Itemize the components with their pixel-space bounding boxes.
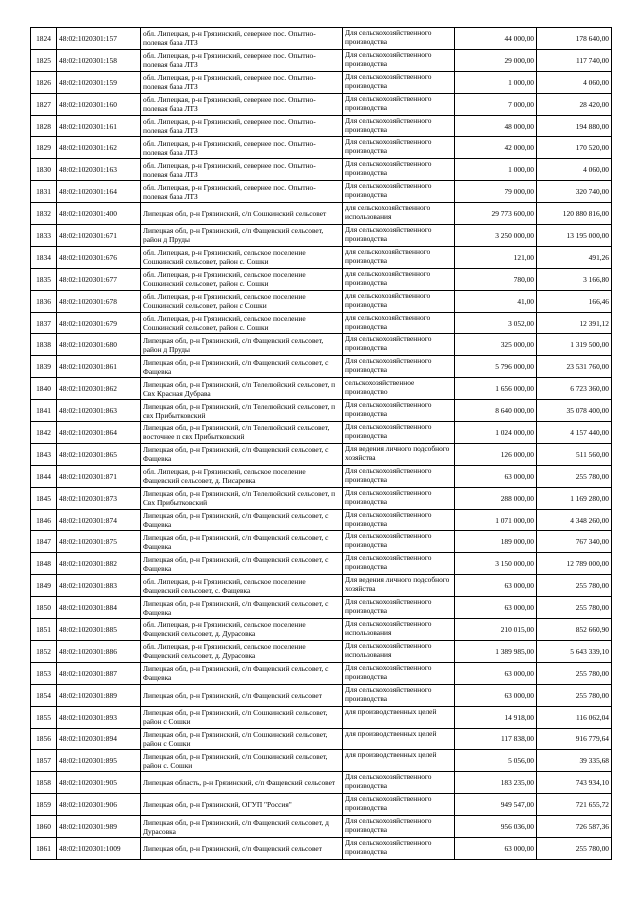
row-number-cell: 1846	[31, 509, 57, 531]
cadastral-value-cell: 12 391,12	[537, 312, 612, 334]
cadastral-number-cell: 48:02:1020301:159	[57, 71, 141, 93]
area-cell: 63 000,00	[455, 575, 537, 597]
cadastral-value-cell: 4 348 260,00	[537, 509, 612, 531]
cadastral-value-cell: 852 660,90	[537, 619, 612, 641]
land-use-cell: для сельскохозяйственного использования	[343, 203, 455, 225]
land-use-cell: Для сельскохозяйственного производства	[343, 28, 455, 50]
area-cell: 3 250 000,00	[455, 225, 537, 247]
table-row	[31, 71, 612, 93]
row-number-cell: 1851	[31, 619, 57, 641]
land-use-cell: Для сельскохозяйственного производства	[343, 356, 455, 378]
row-number-cell: 1825	[31, 49, 57, 71]
table-row	[31, 772, 612, 794]
table-row	[31, 378, 612, 400]
cadastral-number-cell: 48:02:1020301:163	[57, 159, 141, 181]
address-cell: Липецкая обл, р-н Грязинский, с/п Фащевский сельсовет	[141, 684, 343, 706]
area-cell: 956 036,00	[455, 816, 537, 838]
area-cell: 63 000,00	[455, 837, 537, 859]
table-row	[31, 662, 612, 684]
cadastral-value-cell: 255 780,00	[537, 465, 612, 487]
land-use-cell: Для сельскохозяйственного производства	[343, 49, 455, 71]
table-row	[31, 334, 612, 356]
cadastral-number-cell: 48:02:1020301:158	[57, 49, 141, 71]
row-number-cell: 1833	[31, 225, 57, 247]
cadastral-value-cell: 4 060,00	[537, 159, 612, 181]
land-use-cell: Для сельскохозяйственного производства	[343, 816, 455, 838]
table-row	[31, 400, 612, 422]
address-cell: обл. Липецкая, р-н Грязинский, сельское поселение Фащевский сельсовет, д. Дурасовка	[141, 619, 343, 641]
address-cell: Липецкая обл, р-н Грязинский, с/п Фащевский сельсовет, д Дурасовка	[141, 816, 343, 838]
table-row	[31, 684, 612, 706]
address-cell: Липецкая обл, р-н Грязинский, с/п Фащевский сельсовет, район д Пруды	[141, 334, 343, 356]
area-cell: 44 000,00	[455, 28, 537, 50]
address-cell: Липецкая обл, р-н Грязинский, с/п Телелюйский сельсовет, восточнее п свх Прибытковский	[141, 422, 343, 444]
row-number-cell: 1861	[31, 837, 57, 859]
table-row	[31, 706, 612, 728]
cadastral-value-cell: 491,26	[537, 246, 612, 268]
cadastral-value-cell: 166,46	[537, 290, 612, 312]
cadastral-value-cell: 3 166,80	[537, 268, 612, 290]
cadastral-number-cell: 48:02:1020301:873	[57, 487, 141, 509]
row-number-cell: 1832	[31, 203, 57, 225]
row-number-cell: 1831	[31, 181, 57, 203]
table-row	[31, 531, 612, 553]
land-use-cell: сельскохозяйственное производство	[343, 378, 455, 400]
table-row	[31, 159, 612, 181]
row-number-cell: 1842	[31, 422, 57, 444]
row-number-cell: 1854	[31, 684, 57, 706]
address-cell: Липецкая обл, р-н Грязинский, с/п Сошкинский сельсовет	[141, 203, 343, 225]
cadastral-number-cell: 48:02:1020301:884	[57, 597, 141, 619]
land-use-cell: Для сельскохозяйственного производства	[343, 837, 455, 859]
cadastral-value-cell: 23 531 760,00	[537, 356, 612, 378]
area-cell: 121,00	[455, 246, 537, 268]
cadastral-number-cell: 48:02:1020301:874	[57, 509, 141, 531]
table-row	[31, 115, 612, 137]
address-cell: Липецкая обл, р-н Грязинский, с/п Фащевский сельсовет, с Фащевка	[141, 443, 343, 465]
area-cell: 3 150 000,00	[455, 553, 537, 575]
row-number-cell: 1845	[31, 487, 57, 509]
address-cell: обл. Липецкая, р-н Грязинский, сельское поселение Сошкинский сельсовет, район с. Сошки	[141, 268, 343, 290]
table-row	[31, 619, 612, 641]
cadastral-number-cell: 48:02:1020301:161	[57, 115, 141, 137]
land-registry-sheet	[30, 27, 611, 860]
land-use-cell: Для сельскохозяйственного производства	[343, 553, 455, 575]
cadastral-number-cell: 48:02:1020301:894	[57, 728, 141, 750]
land-use-cell: Для сельскохозяйственного производства	[343, 487, 455, 509]
land-parcels-table	[30, 27, 612, 860]
land-use-cell: Для ведения личного подсобного хозяйства	[343, 443, 455, 465]
land-use-cell: Для сельскохозяйственного производства	[343, 93, 455, 115]
row-number-cell: 1828	[31, 115, 57, 137]
table-row	[31, 203, 612, 225]
cadastral-value-cell: 255 780,00	[537, 575, 612, 597]
cadastral-number-cell: 48:02:1020301:680	[57, 334, 141, 356]
address-cell: обл. Липецкая, р-н Грязинский, сельское поселение Фащевский сельсовет, с. Фащевка	[141, 575, 343, 597]
area-cell: 8 640 000,00	[455, 400, 537, 422]
area-cell: 1 000,00	[455, 71, 537, 93]
area-cell: 1 024 000,00	[455, 422, 537, 444]
address-cell: обл. Липецкая, р-н Грязинский, севернее пос. Опытно- полевая база ЛТЗ	[141, 181, 343, 203]
area-cell: 5 796 000,00	[455, 356, 537, 378]
area-cell: 29 000,00	[455, 49, 537, 71]
table-row	[31, 553, 612, 575]
table-row	[31, 290, 612, 312]
cadastral-number-cell: 48:02:1020301:889	[57, 684, 141, 706]
address-cell: Липецкая обл, р-н Грязинский, с/п Фащевский сельсовет, с Фащевка	[141, 356, 343, 378]
row-number-cell: 1840	[31, 378, 57, 400]
address-cell: Липецкая обл, р-н Грязинский, с/п Фащевский сельсовет, с Фащевка	[141, 597, 343, 619]
land-use-cell: для производственных целей	[343, 728, 455, 750]
land-use-cell: для сельскохозяйственного производства	[343, 246, 455, 268]
land-use-cell: Для сельскохозяйственного производства	[343, 334, 455, 356]
table-body	[31, 28, 612, 860]
land-use-cell: Для сельскохозяйственного производства	[343, 115, 455, 137]
table-row	[31, 465, 612, 487]
land-use-cell: Для сельскохозяйственного производства	[343, 509, 455, 531]
cadastral-number-cell: 48:02:1020301:883	[57, 575, 141, 597]
land-use-cell: для сельскохозяйственного производства	[343, 268, 455, 290]
row-number-cell: 1827	[31, 93, 57, 115]
address-cell: обл. Липецкая, р-н Грязинский, севернее пос. Опытно- полевая база ЛТЗ	[141, 28, 343, 50]
cadastral-number-cell: 48:02:1020301:676	[57, 246, 141, 268]
cadastral-value-cell: 320 740,00	[537, 181, 612, 203]
area-cell: 780,00	[455, 268, 537, 290]
area-cell: 79 000,00	[455, 181, 537, 203]
row-number-cell: 1850	[31, 597, 57, 619]
table-row	[31, 794, 612, 816]
cadastral-number-cell: 48:02:1020301:164	[57, 181, 141, 203]
cadastral-value-cell: 726 587,36	[537, 816, 612, 838]
area-cell: 5 056,00	[455, 750, 537, 772]
cadastral-number-cell: 48:02:1020301:157	[57, 28, 141, 50]
table-row	[31, 181, 612, 203]
cadastral-number-cell: 48:02:1020301:1009	[57, 837, 141, 859]
land-use-cell: Для сельскохозяйственного производства	[343, 159, 455, 181]
row-number-cell: 1848	[31, 553, 57, 575]
table-row	[31, 312, 612, 334]
area-cell: 325 000,00	[455, 334, 537, 356]
address-cell: обл. Липецкая, р-н Грязинский, севернее пос. Опытно-полевая база ЛТЗ	[141, 71, 343, 93]
address-cell: Липецкая обл, р-н Грязинский, с/п Сошкинский сельсовет, район с Сошки	[141, 728, 343, 750]
cadastral-value-cell: 1 319 500,00	[537, 334, 612, 356]
cadastral-number-cell: 48:02:1020301:893	[57, 706, 141, 728]
land-use-cell: Для сельскохозяйственного производства	[343, 181, 455, 203]
land-use-cell: Для сельскохозяйственного использования	[343, 619, 455, 641]
land-use-cell: для производственных целей	[343, 706, 455, 728]
cadastral-value-cell: 255 780,00	[537, 597, 612, 619]
land-use-cell: для сельскохозяйственного производства	[343, 312, 455, 334]
land-use-cell: Для сельскохозяйственного производства	[343, 531, 455, 553]
cadastral-value-cell: 5 643 339,10	[537, 640, 612, 662]
cadastral-value-cell: 117 740,00	[537, 49, 612, 71]
row-number-cell: 1836	[31, 290, 57, 312]
cadastral-number-cell: 48:02:1020301:886	[57, 640, 141, 662]
row-number-cell: 1855	[31, 706, 57, 728]
land-use-cell: Для сельскохозяйственного производства	[343, 772, 455, 794]
cadastral-value-cell: 116 062,04	[537, 706, 612, 728]
address-cell: обл. Липецкая, р-н Грязинский, сельское поселение Сошкинский сельсовет, район с Сошки	[141, 290, 343, 312]
land-use-cell: Для сельскохозяйственного производства	[343, 662, 455, 684]
area-cell: 63 000,00	[455, 597, 537, 619]
cadastral-number-cell: 48:02:1020301:887	[57, 662, 141, 684]
cadastral-value-cell: 35 078 400,00	[537, 400, 612, 422]
table-row	[31, 49, 612, 71]
cadastral-value-cell: 120 880 816,00	[537, 203, 612, 225]
table-row	[31, 246, 612, 268]
address-cell: обл. Липецкая, р-н Грязинский, севернее пос. Опытно-полевая база ЛТЗ	[141, 115, 343, 137]
area-cell: 48 000,00	[455, 115, 537, 137]
area-cell: 210 015,00	[455, 619, 537, 641]
address-cell: Липецкая обл, р-н Грязинский, ОГУП "Россия"	[141, 794, 343, 816]
cadastral-value-cell: 39 335,68	[537, 750, 612, 772]
table-row	[31, 28, 612, 50]
row-number-cell: 1824	[31, 28, 57, 50]
row-number-cell: 1844	[31, 465, 57, 487]
cadastral-value-cell: 255 780,00	[537, 684, 612, 706]
table-row	[31, 137, 612, 159]
row-number-cell: 1841	[31, 400, 57, 422]
table-row	[31, 816, 612, 838]
cadastral-value-cell: 4 060,00	[537, 71, 612, 93]
address-cell: обл. Липецкая, р-н Грязинский, севернее пос. Опытно-полевая база ЛТЗ	[141, 159, 343, 181]
table-row	[31, 225, 612, 247]
cadastral-value-cell: 255 780,00	[537, 662, 612, 684]
address-cell: Липецкая обл, р-н Грязинский, с/п Фащевский сельсовет, с Фащевка	[141, 553, 343, 575]
area-cell: 63 000,00	[455, 662, 537, 684]
area-cell: 7 000,00	[455, 93, 537, 115]
cadastral-number-cell: 48:02:1020301:895	[57, 750, 141, 772]
address-cell: Липецкая обл, р-н Грязинский, с/п Сошкинский сельсовет, район с Сошки	[141, 706, 343, 728]
area-cell: 29 773 600,00	[455, 203, 537, 225]
cadastral-number-cell: 48:02:1020301:677	[57, 268, 141, 290]
row-number-cell: 1857	[31, 750, 57, 772]
area-cell: 14 918,00	[455, 706, 537, 728]
area-cell: 1 000,00	[455, 159, 537, 181]
land-use-cell: Для сельскохозяйственного использования	[343, 640, 455, 662]
address-cell: Липецкая обл, р-н Грязинский, с/п Фащевский сельсовет	[141, 837, 343, 859]
cadastral-value-cell: 170 520,00	[537, 137, 612, 159]
cadastral-number-cell: 48:02:1020301:989	[57, 816, 141, 838]
row-number-cell: 1829	[31, 137, 57, 159]
address-cell: обл. Липецкая, р-н Грязинский, сельское поселение Сошкинский сельсовет, район с. Сошки	[141, 312, 343, 334]
area-cell: 288 000,00	[455, 487, 537, 509]
row-number-cell: 1860	[31, 816, 57, 838]
table-row	[31, 268, 612, 290]
address-cell: обл. Липецкая, р-н Грязинский, сельское поселение Фащевский сельсовет, д. Дурасовка	[141, 640, 343, 662]
address-cell: обл. Липецкая, р-н Грязинский, севернее пос. Опытно-полевая база ЛТЗ	[141, 137, 343, 159]
cadastral-number-cell: 48:02:1020301:400	[57, 203, 141, 225]
land-use-cell: Для сельскохозяйственного производства	[343, 225, 455, 247]
area-cell: 41,00	[455, 290, 537, 312]
land-use-cell: Для сельскохозяйственного производства	[343, 400, 455, 422]
address-cell: Липецкая область, р-н Грязинский, с/п Фащевский сельсовет	[141, 772, 343, 794]
cadastral-value-cell: 13 195 000,00	[537, 225, 612, 247]
cadastral-value-cell: 743 934,10	[537, 772, 612, 794]
land-use-cell: Для сельскохозяйственного производства	[343, 597, 455, 619]
area-cell: 63 000,00	[455, 465, 537, 487]
address-cell: обл. Липецкая, р-н Грязинский, сельское поселение Фащевский сельсовет, д. Писаревка	[141, 465, 343, 487]
cadastral-value-cell: 721 655,72	[537, 794, 612, 816]
table-row	[31, 422, 612, 444]
cadastral-value-cell: 916 779,64	[537, 728, 612, 750]
address-cell: Липецкая обл, р-н Грязинский, с/п Телелюйский сельсовет, п свх Прибытковский	[141, 400, 343, 422]
row-number-cell: 1830	[31, 159, 57, 181]
address-cell: Липецкая обл, р-н Грязинский, с/п Фащевский сельсовет, с Фащевка	[141, 662, 343, 684]
cadastral-number-cell: 48:02:1020301:905	[57, 772, 141, 794]
area-cell: 189 000,00	[455, 531, 537, 553]
row-number-cell: 1834	[31, 246, 57, 268]
area-cell: 949 547,00	[455, 794, 537, 816]
land-use-cell: Для сельскохозяйственного производства	[343, 422, 455, 444]
address-cell: обл. Липецкая, р-н Грязинский, сельское поселение Сошкинский сельсовет, район с. Сошки	[141, 246, 343, 268]
table-row	[31, 487, 612, 509]
cadastral-number-cell: 48:02:1020301:160	[57, 93, 141, 115]
cadastral-number-cell: 48:02:1020301:162	[57, 137, 141, 159]
land-use-cell: Для сельскохозяйственного производства	[343, 684, 455, 706]
area-cell: 63 000,00	[455, 684, 537, 706]
table-row	[31, 93, 612, 115]
cadastral-value-cell: 6 723 360,00	[537, 378, 612, 400]
cadastral-number-cell: 48:02:1020301:882	[57, 553, 141, 575]
area-cell: 126 000,00	[455, 443, 537, 465]
row-number-cell: 1839	[31, 356, 57, 378]
cadastral-number-cell: 48:02:1020301:875	[57, 531, 141, 553]
cadastral-value-cell: 28 420,00	[537, 93, 612, 115]
row-number-cell: 1859	[31, 794, 57, 816]
cadastral-number-cell: 48:02:1020301:864	[57, 422, 141, 444]
cadastral-number-cell: 48:02:1020301:906	[57, 794, 141, 816]
cadastral-number-cell: 48:02:1020301:885	[57, 619, 141, 641]
table-row	[31, 443, 612, 465]
table-row	[31, 575, 612, 597]
land-use-cell: Для сельскохозяйственного производства	[343, 71, 455, 93]
table-row	[31, 597, 612, 619]
area-cell: 117 838,00	[455, 728, 537, 750]
table-row	[31, 509, 612, 531]
row-number-cell: 1838	[31, 334, 57, 356]
cadastral-value-cell: 4 157 440,00	[537, 422, 612, 444]
cadastral-value-cell: 767 340,00	[537, 531, 612, 553]
cadastral-number-cell: 48:02:1020301:678	[57, 290, 141, 312]
area-cell: 42 000,00	[455, 137, 537, 159]
row-number-cell: 1853	[31, 662, 57, 684]
address-cell: Липецкая обл, р-н Грязинский, с/п Фащевский сельсовет, район д Пруды	[141, 225, 343, 247]
land-use-cell: Для сельскохозяйственного производства	[343, 465, 455, 487]
row-number-cell: 1826	[31, 71, 57, 93]
address-cell: обл. Липецкая, р-н Грязинский, севернее пос. Опытно-полевая база ЛТЗ	[141, 93, 343, 115]
cadastral-number-cell: 48:02:1020301:871	[57, 465, 141, 487]
area-cell: 1 389 985,00	[455, 640, 537, 662]
row-number-cell: 1843	[31, 443, 57, 465]
land-use-cell: для производственных целей	[343, 750, 455, 772]
cadastral-value-cell: 178 640,00	[537, 28, 612, 50]
cadastral-value-cell: 255 780,00	[537, 837, 612, 859]
cadastral-number-cell: 48:02:1020301:865	[57, 443, 141, 465]
land-use-cell: для сельскохозяйственного производства	[343, 290, 455, 312]
cadastral-number-cell: 48:02:1020301:863	[57, 400, 141, 422]
cadastral-number-cell: 48:02:1020301:861	[57, 356, 141, 378]
area-cell: 3 052,00	[455, 312, 537, 334]
cadastral-number-cell: 48:02:1020301:671	[57, 225, 141, 247]
land-use-cell: Для сельскохозяйственного производства	[343, 794, 455, 816]
address-cell: Липецкая обл, р-н Грязинский, с/п Фащевский сельсовет, с Фащевка	[141, 531, 343, 553]
address-cell: Липецкая обл, р-н Грязинский, с/п Телелюйский сельсовет, п Свх Прибытковский	[141, 487, 343, 509]
row-number-cell: 1837	[31, 312, 57, 334]
table-row	[31, 750, 612, 772]
table-row	[31, 728, 612, 750]
cadastral-value-cell: 1 169 280,00	[537, 487, 612, 509]
row-number-cell: 1849	[31, 575, 57, 597]
address-cell: Липецкая обл, р-н Грязинский, с/п Телелюйский сельсовет, п Свх Красная Дубрава	[141, 378, 343, 400]
row-number-cell: 1856	[31, 728, 57, 750]
row-number-cell: 1847	[31, 531, 57, 553]
row-number-cell: 1852	[31, 640, 57, 662]
area-cell: 183 235,00	[455, 772, 537, 794]
cadastral-value-cell: 194 880,00	[537, 115, 612, 137]
table-row	[31, 837, 612, 859]
cadastral-value-cell: 511 560,00	[537, 443, 612, 465]
area-cell: 1 071 000,00	[455, 509, 537, 531]
row-number-cell: 1835	[31, 268, 57, 290]
cadastral-number-cell: 48:02:1020301:862	[57, 378, 141, 400]
area-cell: 1 656 000,00	[455, 378, 537, 400]
table-row	[31, 640, 612, 662]
cadastral-value-cell: 12 789 000,00	[537, 553, 612, 575]
row-number-cell: 1858	[31, 772, 57, 794]
table-row	[31, 356, 612, 378]
cadastral-number-cell: 48:02:1020301:679	[57, 312, 141, 334]
land-use-cell: Для сельскохозяйственного производства	[343, 137, 455, 159]
address-cell: Липецкая обл, р-н Грязинский, с/п Сошкинский сельсовет, район с. Сошки	[141, 750, 343, 772]
address-cell: обл. Липецкая, р-н Грязинский, севернее пос. Опытно- полевая база ЛТЗ	[141, 49, 343, 71]
land-use-cell: Для ведения личного подсобного хозяйства	[343, 575, 455, 597]
address-cell: Липецкая обл, р-н Грязинский, с/п Фащевский сельсовет, с Фащевка	[141, 509, 343, 531]
